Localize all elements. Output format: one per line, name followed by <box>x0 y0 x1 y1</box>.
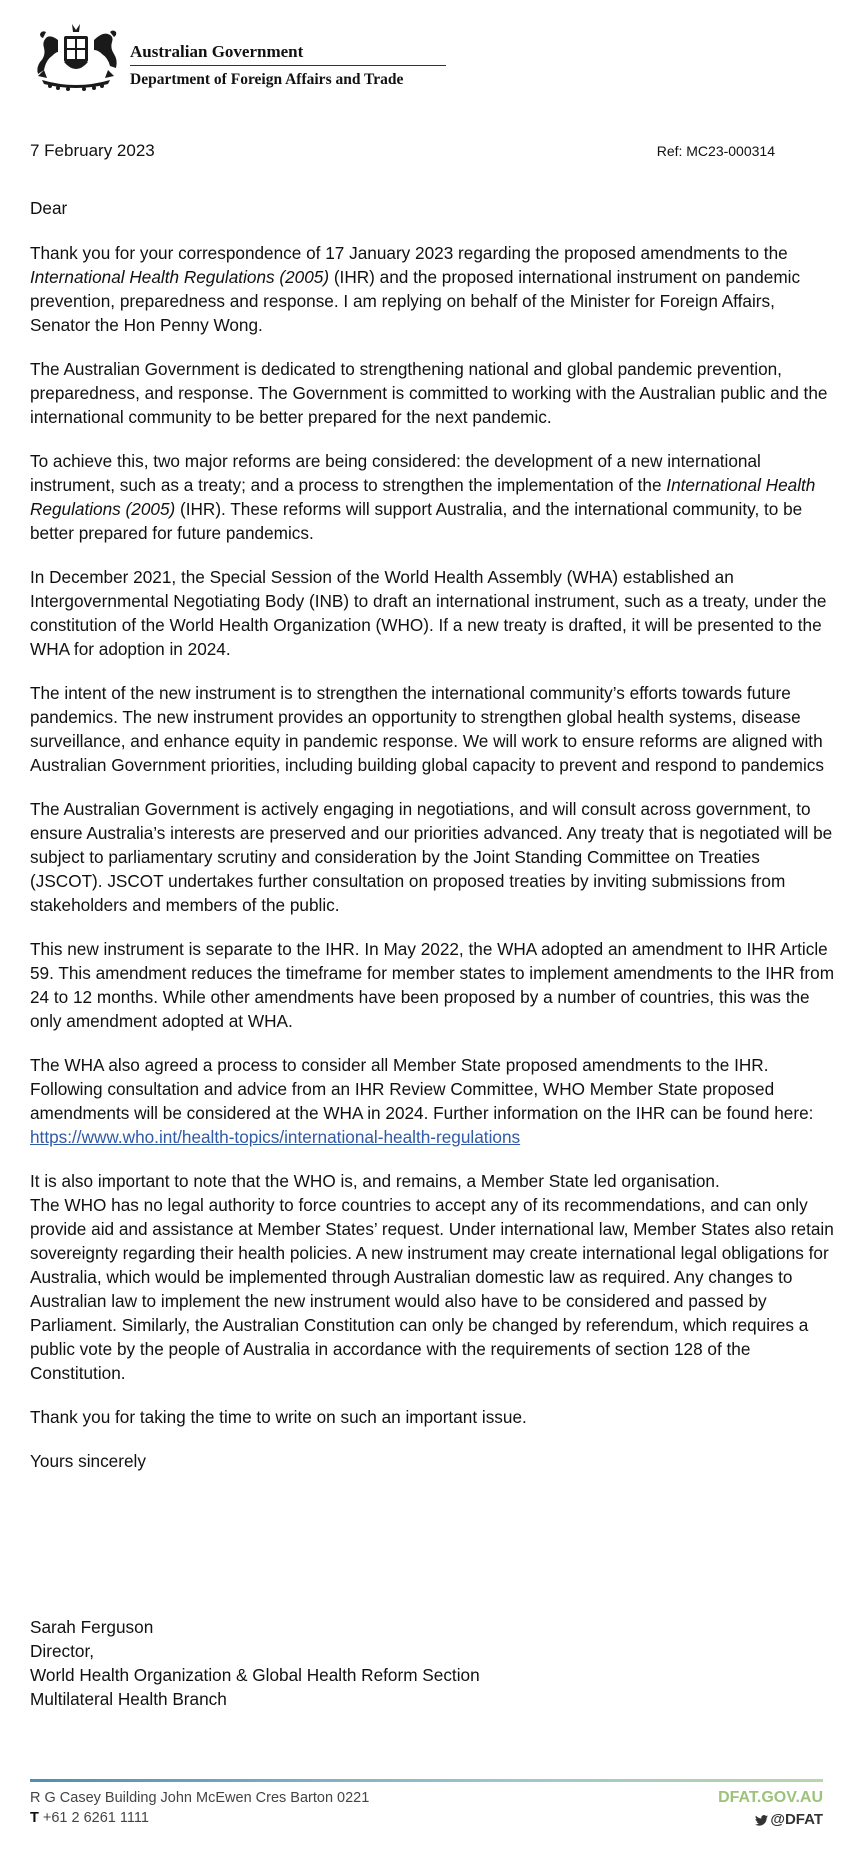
twitter-bird-icon <box>755 1815 768 1826</box>
signatory-section: World Health Organization & Global Health Reform Section <box>30 1665 480 1685</box>
footer-rule <box>30 1779 823 1782</box>
signatory-name: Sarah Ferguson <box>30 1617 154 1637</box>
letter-date: 7 February 2023 <box>30 141 155 160</box>
footer-twitter <box>755 1811 823 1828</box>
signatory-title: Director, <box>30 1641 94 1661</box>
paragraph-3-text-a: To achieve this, two major reforms are being considered: the development of a new international instrument, such as a treaty; and a process to strengthen the implementation of the <box>30 451 761 495</box>
paragraph-9 <box>30 1169 835 1385</box>
paragraph-3-text-c: (IHR). These reforms will support Australia, and the international community, to be better prepared for future pandemics. <box>30 499 803 543</box>
paragraph-9-line-1: It is also important to note that the WHO is, and remains, a Member State led organisation. <box>30 1171 720 1191</box>
paragraph-1-text-c: (IHR) and the proposed international instrument on pandemic prevention, preparedness and response. I am replying on behalf of the Minister for Foreign Affairs, Senator the Hon Penny Wong. <box>30 267 801 335</box>
reference-number: Ref: MC23-000314 <box>656 143 775 159</box>
paragraph-1 <box>30 241 835 337</box>
ihr-title-italic: International Health Regulations (2005) <box>30 475 816 519</box>
paragraph-7: This new instrument is separate to the IHR. In May 2022, the WHA adopted an amendment to IHR Article 59. This amendment reduces the timeframe for member states to implement amendments to the IHR from 24 to 12 months. While other amendments have been proposed by a number of countries, this was the only amendment adopted at WHA. <box>30 939 835 1031</box>
government-name: Australian Government <box>130 42 304 61</box>
letterhead <box>28 22 428 92</box>
paragraph-6: The Australian Government is actively engaging in negotiations, and will consult across government, to ensure Australia’s interests are preserved and our priorities advanced. Any treaty that is negotiated will be subject to parliamentary scrutiny and consideration by the Joint Standing Committee on Treaties (JSCOT). JSCOT undertakes further consultation on proposed treaties by inviting submissions from stakeholders and members of the public. <box>30 799 833 915</box>
ihr-info-link[interactable]: https://www.who.int/health-topics/international-health-regulations <box>30 1127 521 1147</box>
paragraph-9-rest: The WHO has no legal authority to force countries to accept any of its recommendations, and can only provide aid and assistance at Member States’ request. Under international law, Member States also retain sovereignty regarding their health policies. A new instrument may create international legal obligations for Australia, which would be implemented through Australian domestic law as required. Any changes to Australian law to implement the new instrument would also have to be considered and passed by Parliament. Similarly, the Australian Constitution can only be changed by referendum, which requires a public vote by the people of Australia in accordance with the requirements of section 128 of the Constitution. <box>30 1195 834 1383</box>
paragraph-5: The intent of the new instrument is to strengthen the international community’s efforts towards future pandemics. The new instrument provides an opportunity to strengthen global health systems, disease surveillance, and enhance equity in pandemic response. We will work to ensure reforms are aligned with Australian Government priorities, including building global capacity to prevent and respond to pandemics <box>30 683 824 775</box>
footer-address: R G Casey Building John McEwen Cres Barton 0221 <box>30 1790 370 1806</box>
paragraph-3 <box>30 449 835 545</box>
footer-website: DFAT.GOV.AU <box>718 1789 823 1806</box>
signature-block <box>30 1615 480 1711</box>
telephone-label: T <box>30 1810 39 1826</box>
department-name: Department of Foreign Affairs and Trade <box>130 71 404 88</box>
paragraph-2: The Australian Government is dedicated to strengthening national and global pandemic prevention, preparedness, and response. The Government is committed to working with the Australian public and the international community to be better prepared for the next pandemic. <box>30 359 828 427</box>
ihr-title-italic: International Health Regulations (2005) <box>30 267 330 287</box>
letter-body <box>30 196 835 1493</box>
paragraph-10: Thank you for taking the time to write on such an important issue. <box>30 1407 527 1427</box>
footer-telephone <box>30 1810 149 1826</box>
closing: Yours sincerely <box>30 1451 146 1471</box>
signatory-branch: Multilateral Health Branch <box>30 1689 227 1709</box>
paragraph-4: In December 2021, the Special Session of the World Health Assembly (WHA) established an Intergovernmental Negotiating Body (INB) to draft an international instrument, such as a treaty, under the constitution of the World Health Organization (WHO). If a new treaty is drafted, it will be presented to the WHA for adoption in 2024. <box>30 567 827 659</box>
paragraph-8 <box>30 1053 835 1149</box>
telephone-number: +61 2 6261 1111 <box>42 1810 149 1826</box>
paragraph-1-text-a: Thank you for your correspondence of 17 January 2023 regarding the proposed amendments to the <box>30 243 788 263</box>
paragraph-8-text: The WHA also agreed a process to consider all Member State proposed amendments to the IHR. Following consultation and advice from an IHR Review Committee, WHO Member State proposed amendments will be considered at the WHA in 2024. Further information on the IHR can be found here: <box>30 1055 814 1123</box>
letterhead-rule <box>130 65 446 66</box>
twitter-handle: @DFAT <box>770 1811 823 1828</box>
coat-of-arms-icon <box>28 22 124 92</box>
salutation: Dear <box>30 198 68 218</box>
